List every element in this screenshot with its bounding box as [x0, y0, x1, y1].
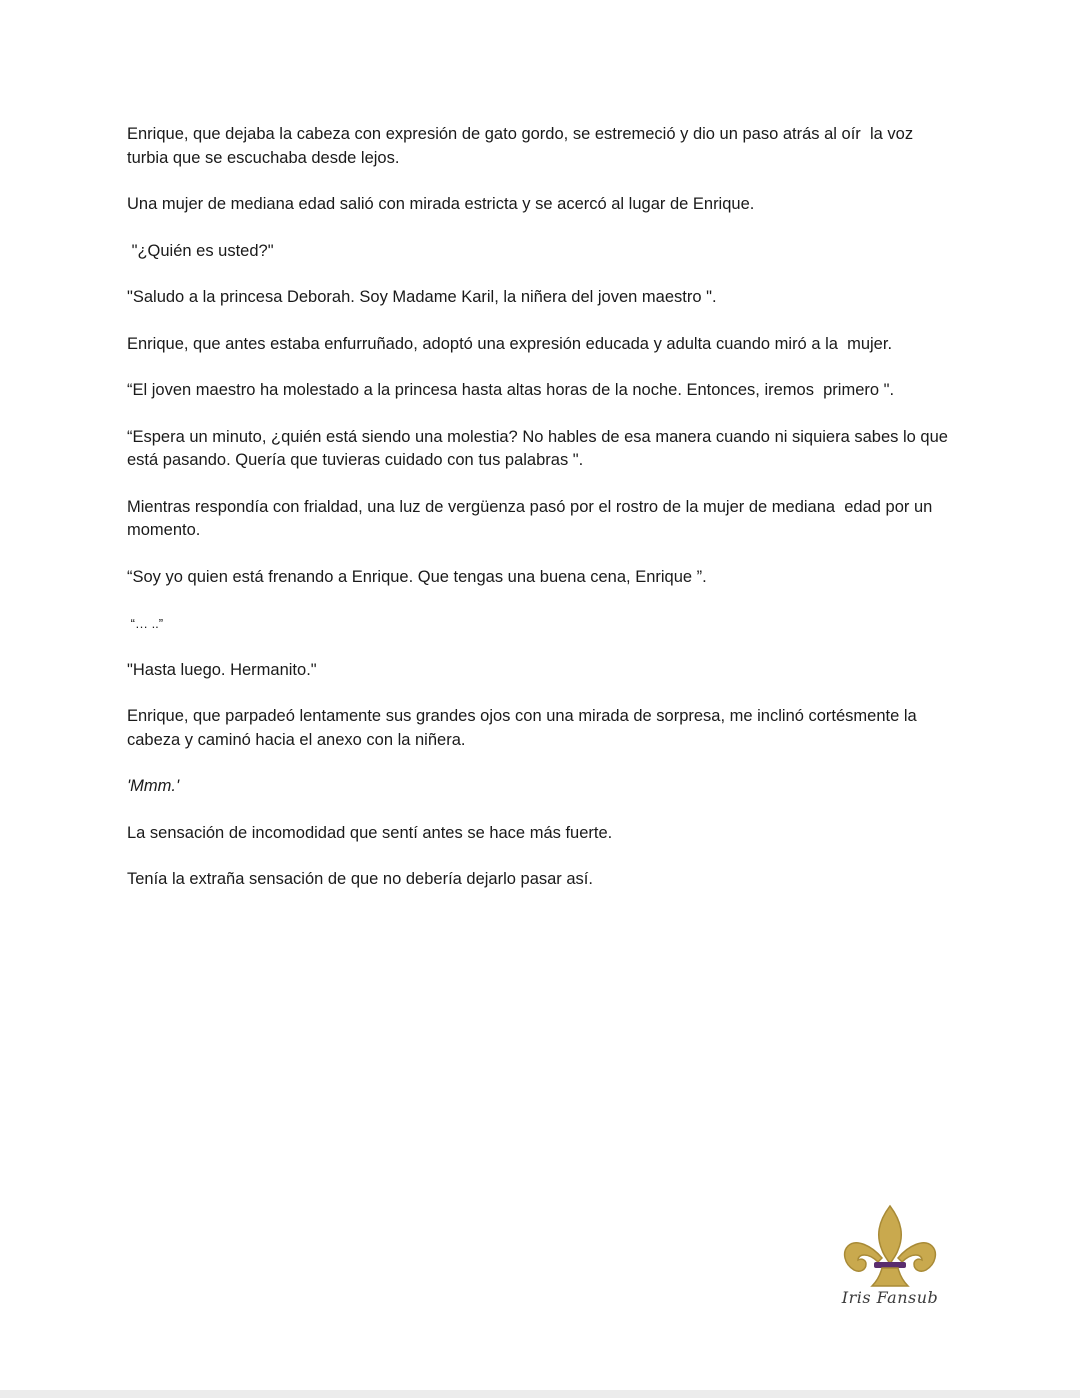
- paragraph: Una mujer de mediana edad salió con mirada estricta y se acercó al lugar de Enrique.: [127, 195, 755, 213]
- watermark-label: Iris Fansub: [841, 1288, 939, 1307]
- paragraph: Enrique, que dejaba la cabeza con expresión de gato gordo, se estremeció y dio un paso atrás al oír la voz turbia que se escuchaba desde lejos.: [127, 125, 918, 167]
- paragraph: “Soy yo quien está frenando a Enrique. Que tengas una buena cena, Enrique ”.: [127, 567, 707, 586]
- paragraph: “Espera un minuto, ¿quién está siendo una molestia? No hables de esa manera cuando ni siquiera sabes lo que está pasando. Quería que tuvieras cuidado con tus palabras ".: [127, 427, 953, 469]
- paragraph: La sensación de incomodidad que sentí antes se hace más fuerte.: [127, 823, 613, 842]
- paragraph: Enrique, que parpadeó lentamente sus grandes ojos con una mirada de sorpresa, me inclinó cortésmente la cabeza y caminó hacia el anexo con la niñera.: [127, 707, 922, 749]
- paragraph: Mientras respondía con frialdad, una luz de vergüenza pasó por el rostro de la mujer de mediana edad por un momento.: [127, 497, 937, 539]
- paragraph: "Saludo a la princesa Deborah. Soy Madame Karil, la niñera del joven maestro ".: [127, 288, 717, 306]
- paragraph: Tenía la extraña sensación de que no debería dejarlo pasar así.: [127, 870, 593, 888]
- document-body: [127, 123, 957, 915]
- page-bottom-edge: [0, 1390, 1080, 1398]
- paragraph: Enrique, que antes estaba enfurruñado, adoptó una expresión educada y adulta cuando miró a la mujer.: [127, 334, 893, 353]
- paragraph: "¿Quién es usted?": [127, 241, 274, 260]
- watermark-logo: [838, 1200, 942, 1315]
- paragraph: “El joven maestro ha molestado a la princesa hasta altas horas de la noche. Entonces, iremos primero ".: [127, 381, 895, 399]
- paragraph-ellipsis: “… ..”: [127, 616, 164, 631]
- paragraph: "Hasta luego. Hermanito.": [127, 660, 317, 679]
- paragraph-thought: 'Mmm.': [127, 777, 180, 795]
- fleur-de-lis-icon: [838, 1200, 942, 1290]
